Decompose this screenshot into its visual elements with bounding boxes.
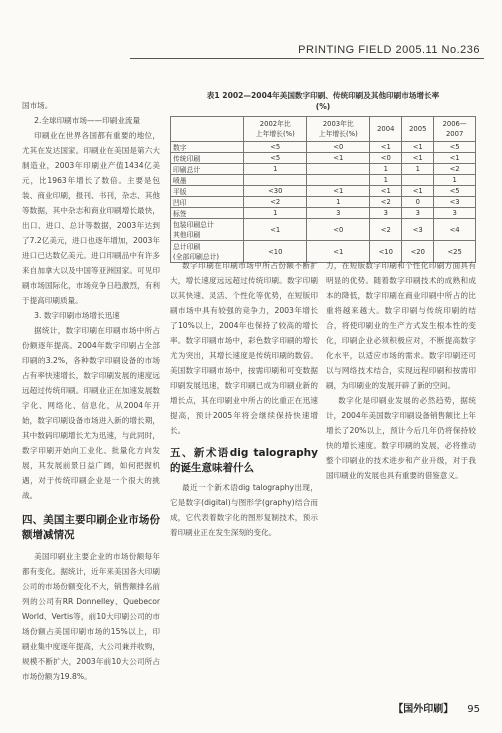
journal-title: PRINTING FIELD 2005.11 No.236 <box>298 44 480 56</box>
paragraph: 印刷业在世界各国都有重要的地位，尤其在发达国家。印刷业在美国是第六大制造业，2003年印刷业产值1434亿美元，比1963年增长了数倍。主要是包装、商业印刷，报刊、书刊，杂志、其他等数据，其中杂志和商业印刷增长最快，出口、进口、总计等数据，2003年达到了7.2亿美元，进口也逐年增加，2003年进口已达数亿美元。进口印刷品中有许多来自加拿大以及中国等亚洲国家。可见印刷市场国际化，市场竞争日趋激烈，有利于提高印刷质量。 <box>22 131 160 305</box>
row-label: 喷墨 <box>171 175 244 186</box>
table-header-cell: 2003年比 上年增长(%) <box>307 117 370 142</box>
table-cell: <5 <box>244 142 307 153</box>
table-cell: <2 <box>370 219 402 241</box>
table-cell: 1 <box>434 175 476 186</box>
section-heading-4: 四、美国主要印刷企业市场份额增减情况 <box>22 514 160 541</box>
paragraph: 2.全球印刷市场——印刷业流量 <box>34 116 141 125</box>
paragraph: 国市场。 <box>22 101 53 110</box>
table-cell: <10 <box>244 241 307 263</box>
table-cell: 1 <box>307 197 370 208</box>
table-cell <box>307 175 370 186</box>
row-label: 印刷总计 <box>171 164 244 175</box>
paragraph: 力，在短版数字印刷和个性化印刷方面具有明显的优势。随着数字印刷技术的成熟和成本的降低，数字印刷在商业印刷中所占的比重将越来越大。数字印刷与传统印刷的结合，将使印刷业的生产方式发生根本性的变化，印刷企业必须积极应对，不断提高数字化水平，以适应市场的需求。数字印刷还可以与网络技术结合，实现远程印刷和按需印刷，为印刷业的发展开辟了新的空间。 <box>326 261 476 390</box>
table-header-cell <box>171 117 244 142</box>
table-cell: <1 <box>370 142 402 153</box>
table-cell: 0 <box>402 197 434 208</box>
table-cell: 3 <box>402 208 434 219</box>
table-row <box>171 164 476 175</box>
table-row <box>171 197 476 208</box>
paragraph: 最近一个新术语dig talography出现，它是数字(digital)与图形学(graphy)结合而成，它代表着数字化的图形复制技术，预示着印刷业正在发生深刻的变化。 <box>170 483 318 537</box>
table-cell: 3 <box>370 208 402 219</box>
paragraph: 数字印刷在印刷市场中所占份额不断扩大，增长速度远远超过传统印刷。数字印刷以其快速、灵活、个性化等优势，在短版印刷市场中具有较强的竞争力，2003年增长了10%以上，2004年也保持了较高的增长率。数字印刷市场中，彩色数字印刷的增长尤为突出，其增长速度是传统印刷的数倍。美国数字印刷市场中，按需印刷和可变数据印刷发展迅速，数字印刷已成为印刷业新的增长点，其在印刷业中所占的比重正在迅速提高，预计2005年将会继续保持快速增长。 <box>170 261 318 435</box>
table-cell <box>307 164 370 175</box>
table-header-cell: 2004 <box>370 117 402 142</box>
table-header-cell: 2002年比 上年增长(%) <box>244 117 307 142</box>
row-label: 传统印刷 <box>171 153 244 164</box>
table-cell: <10 <box>370 241 402 263</box>
table-cell <box>244 175 307 186</box>
table-cell: <1 <box>244 219 307 241</box>
text-column-3 <box>326 258 476 483</box>
table-cell: 1 <box>370 175 402 186</box>
table-cell: <1 <box>402 153 434 164</box>
growth-table <box>170 116 476 263</box>
text-column-2 <box>170 258 318 540</box>
table-header-cell: 2005 <box>402 117 434 142</box>
table-cell: <3 <box>434 197 476 208</box>
table-row <box>171 219 476 241</box>
column-name: 【国外印刷】 <box>393 704 454 715</box>
paragraph: 美国印刷业主要企业的市场份额每年都有变化。据统计，近年来美国各大印刷公司的市场份额变化不大，销售额排名前列的公司有RR Donnelley、Quebecor World、Vertis等，前10大印刷公司的市场份额占美国印刷市场的15%以上，印刷业集中度逐年提高，大公司兼并收购，规模不断扩大，2003年前10大公司所占市场份额为19.8%。 <box>22 552 160 681</box>
table-cell: 1 <box>370 164 402 175</box>
table-cell: 3 <box>307 208 370 219</box>
row-label: 标签 <box>171 208 244 219</box>
table-caption-unit: (%) <box>315 102 331 111</box>
row-label: 凹印 <box>171 197 244 208</box>
table-cell: 1 <box>244 208 307 219</box>
table-row <box>171 175 476 186</box>
row-label: 总计印刷 (全部印刷总计) <box>171 241 244 263</box>
table-cell: <1 <box>307 186 370 197</box>
row-label: 包装印刷总计 其他印刷 <box>171 219 244 241</box>
table-cell: <1 <box>370 186 402 197</box>
page-number: 95 <box>467 704 480 715</box>
table-cell: <3 <box>402 219 434 241</box>
page-footer <box>393 700 480 715</box>
table-cell: 3 <box>434 208 476 219</box>
table-cell: 1 <box>402 164 434 175</box>
table-cell: <0 <box>307 219 370 241</box>
section-heading-5: 五、新术语dig talography的诞生意味着什么 <box>170 447 318 474</box>
table-row <box>171 153 476 164</box>
table-cell: <2 <box>244 197 307 208</box>
table-cell: <2 <box>434 164 476 175</box>
table-cell: <1 <box>307 241 370 263</box>
table-cell: <20 <box>402 241 434 263</box>
table-caption-line: 表1 2002—2004年美国数字印刷、传统印刷及其他印刷市场增长率 <box>206 91 440 100</box>
table-cell: <30 <box>244 186 307 197</box>
table-cell: <2 <box>370 197 402 208</box>
table-cell: <5 <box>244 153 307 164</box>
table-cell: <5 <box>434 142 476 153</box>
table-cell: <1 <box>307 153 370 164</box>
table-header-row <box>171 117 476 142</box>
table-row <box>171 142 476 153</box>
data-table <box>170 90 476 263</box>
table-cell: <5 <box>434 186 476 197</box>
table-cell: <4 <box>434 219 476 241</box>
table-cell: <1 <box>402 142 434 153</box>
table-cell <box>402 175 434 186</box>
table-header-cell: 2006— 2007 <box>434 117 476 142</box>
paragraph: 3. 数字印刷市场增长迅速 <box>34 311 120 320</box>
table-row <box>171 186 476 197</box>
page-header <box>0 0 502 62</box>
table-caption <box>170 90 476 112</box>
table-cell: 1 <box>244 164 307 175</box>
table-row <box>171 208 476 219</box>
row-label: 数字 <box>171 142 244 153</box>
table-cell: <0 <box>307 142 370 153</box>
table-cell: <25 <box>434 241 476 263</box>
text-column-1 <box>22 98 160 684</box>
table-cell: <0 <box>370 153 402 164</box>
paragraph: 数字化是印刷业发展的必然趋势，据统计，2004年美国数字印刷设备销售额比上年增长了20%以上，预计今后几年仍将保持较快的增长速度。数字印刷的发展，必将推动整个印刷业的技术进步和产业升级，对于我国印刷业的发展也具有重要的借鉴意义。 <box>326 396 476 480</box>
table-cell: <1 <box>402 186 434 197</box>
header-rule <box>130 58 484 59</box>
paragraph: 据统计，数字印刷在印刷市场中所占份额逐年提高。2004年数字印刷占全部印刷的3.2%，各种数字印刷设备的市场占有率快速增长，数字印刷发展的速度远远超过传统印刷。印刷业正在加速发展数字化、网络化、信息化，从2004年开始，数字印刷设备市场进入新的增长期，其中数码印刷增长尤为迅速，与此同时，数字印刷开始向工业化、批量化方向发展，其发展前景日益广阔，如何把握机遇，对于传统印刷企业是一个很大的挑战。 <box>22 326 160 500</box>
row-label: 平版 <box>171 186 244 197</box>
table-cell: <1 <box>434 153 476 164</box>
